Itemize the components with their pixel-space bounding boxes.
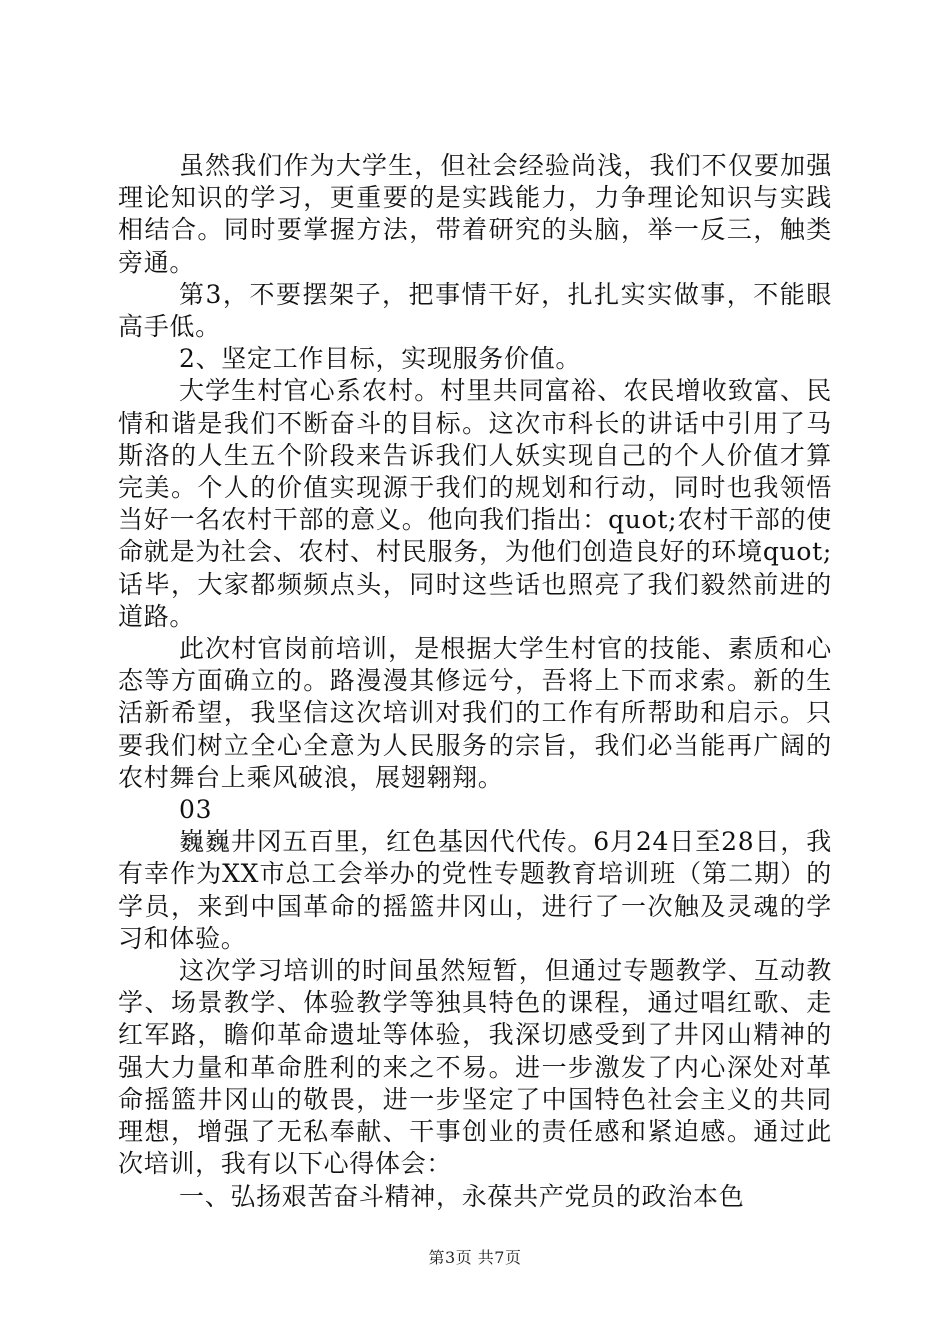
paragraph-training-summary: 此次村官岗前培训，是根据大学生村官的技能、素质和心态等方面确立的。路漫漫其修远兮，吾将上下而求索。新的生活新希望，我坚信这次培训对我们的工作有所帮助和启示。只要我们树立全心全意为人民服务的宗旨，我们必当能再广阔的农村舞台上乘风破浪，展翅翱翔。 (118, 634, 832, 792)
paragraph-study-practice: 虽然我们作为大学生，但社会经验尚浅，我们不仅要加强理论知识的学习，更重要的是实践能力，力争理论知识与实践相结合。同时要掌握方法，带着研究的头脑，举一反三，触类旁通。 (118, 151, 832, 277)
paragraph-jinggangshan-intro: 巍巍井冈五百里，红色基因代代传。6月24日至28日，我有幸作为XX市总工会举办的党性专题教育培训班（第二期）的学员，来到中国革命的摇篮井冈山，进行了一次触及灵魂的学习和体验。 (118, 827, 832, 953)
document-body (118, 150, 832, 1213)
section-number-03: 03 (179, 795, 213, 825)
section-heading-work-goal: 2、坚定工作目标，实现服务价值。 (179, 344, 582, 374)
paragraph-training-experience: 这次学习培训的时间虽然短暂，但通过专题教学、互动教学、场景教学、体验教学等独具特色的课程，通过唱红歌、走红军路，瞻仰革命遗址等体验，我深切感受到了井冈山精神的强大力量和革命胜利的来之不易。进一步激发了内心深处对革命摇篮井冈山的敬畏，进一步坚定了中国特色社会主义的共同理想，增强了无私奉献、干事创业的责任感和紧迫感。通过此次培训，我有以下心得体会： (118, 956, 832, 1179)
paragraph-point-3: 第3，不要摆架子，把事情干好，扎扎实实做事，不能眼高手低。 (118, 279, 832, 342)
section-heading-hard-work: 一、弘扬艰苦奋斗精神，永葆共产党员的政治本色 (179, 1181, 745, 1211)
page-number-footer: 第3页 共7页 (428, 1248, 522, 1267)
paragraph-village-official: 大学生村官心系农村。村里共同富裕、农民增收致富、民情和谐是我们不断奋斗的目标。这次市科长的讲话中引用了马斯洛的人生五个阶段来告诉我们人妖实现自己的个人价值才算完美。个人的价值实现源于我们的规划和行动，同时也我领悟当好一名农村干部的意义。他向我们指出：quot;农村干部的使命就是为社会、农村、村民服务，为他们创造良好的环境quot;话毕，大家都频频点头，同时这些话也照亮了我们毅然前进的道路。 (118, 376, 832, 631)
